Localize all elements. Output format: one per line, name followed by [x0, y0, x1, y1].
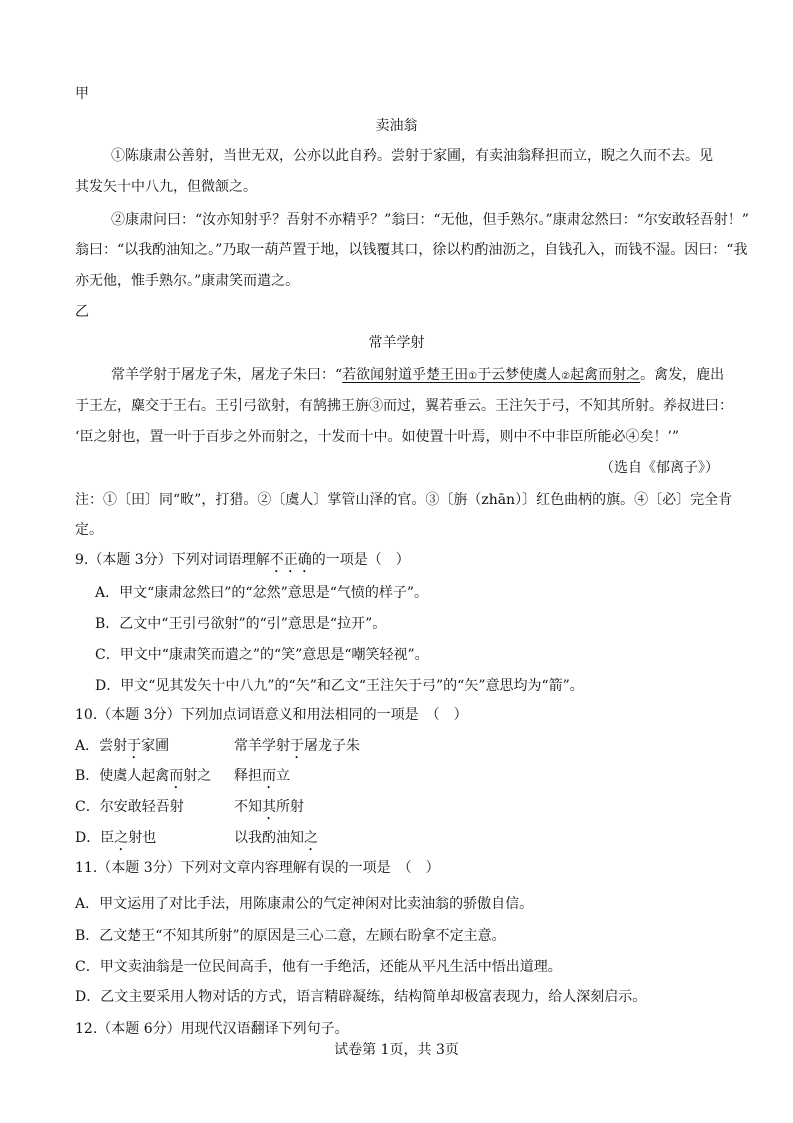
q9-stem-pre: 9.（本题 3分）下列对词语理解	[75, 552, 270, 568]
passage-a-title: 卖油翁	[375, 118, 418, 134]
passage-a-p2-line2: 翁曰：“以我酌油知之。”乃取一葫芦置于地，以钱覆其口，徐以杓酌油沥之，自钱孔入，而钱不湿。因曰：“我	[75, 242, 748, 258]
passage-b-line2: 于王左，麋交于王右。王引弓欲射，有鹄拂王旃③而过，翼若垂云。王注矢于弓，不知其所射。养叔进曰：	[75, 398, 733, 414]
question-10-option-b-left	[75, 766, 211, 792]
question-9-stem	[75, 550, 410, 576]
q10-d1-dot: 之	[114, 830, 129, 846]
question-9-option-d: D．甲文“见其发矢十中八九”的“矢”和乙文“王注矢于弓”的“矢”意思均为“箭”。	[95, 678, 584, 694]
q10-a1-pre: A．尝射	[75, 738, 128, 754]
q10-a1-post: 家圃	[141, 738, 170, 754]
q10-d1-pre: D．臣	[75, 830, 115, 846]
q10-d2-pre: 以我酌油知	[234, 830, 304, 846]
notes-line1: 注：①〔田〕同“畋”，打猎。②〔虞人〕掌管山泽的官。③〔旃（zhān）〕红色曲柄的旗。④〔必〕完全肯	[75, 492, 733, 508]
q10-b2-post: 立	[276, 768, 290, 784]
q10-c2-post: 所射	[276, 799, 304, 815]
question-11-option-a: A．甲文运用了对比手法，用陈康肃公的气定神闲对比卖油翁的骄傲自信。	[75, 896, 534, 912]
underlined-phrase-3: 起禽而射之	[570, 367, 641, 383]
question-10-option-c-right	[234, 797, 304, 823]
q10-b1-post: 射之	[183, 768, 212, 784]
q10-d1-post: 射也	[128, 830, 157, 846]
question-9-option-a: A．甲文“康肃忿然曰”的“忿然”意思是“气愤的样子”。	[95, 585, 429, 601]
note-marker-1: ①	[468, 371, 478, 382]
passage-b-source: （选自《郁离子》）	[600, 460, 719, 476]
note-marker-2: ②	[561, 371, 571, 382]
question-12-stem: 12.（本题 6分）用现代汉语翻译下列句子。	[75, 1021, 349, 1037]
question-11-option-b: B．乙文楚王“不知其所射”的原因是三心二意，左顾右盼拿不定主意。	[75, 928, 506, 944]
q10-a2-dot: 于	[290, 738, 304, 754]
q9-stem-emphasis: 不正确	[269, 552, 312, 568]
q9-stem-post: 的一项是（ ）	[311, 552, 410, 568]
question-10-option-a-right	[234, 736, 360, 762]
passage-b-line1-pre: 常羊学射于屠龙子朱，屠龙子朱曰：“	[111, 367, 343, 383]
underlined-phrase-2: 于云梦使虞人	[477, 367, 562, 383]
passage-a-label: 甲	[75, 86, 89, 102]
question-9-option-c: C．甲文中“康肃笑而遣之”的“笑”意思是“嘲笑轻视”。	[95, 647, 429, 663]
question-9-option-b: B．乙文中“王引弓欲射”的“引”意思是“拉开”。	[95, 616, 387, 632]
q10-c2-pre: 不知	[234, 799, 262, 815]
q10-c2-dot: 其	[262, 799, 276, 815]
question-10-option-b-right	[234, 766, 290, 792]
question-10-stem: 10.（本题 3分）下列加点词语意义和用法相同的一项是 （ ）	[75, 707, 468, 723]
q10-d2-dot: 之	[304, 830, 318, 846]
page-footer: 试卷第 1页，共 3页	[334, 1042, 459, 1058]
q10-b1-pre: B．使虞人起禽	[75, 768, 170, 784]
passage-b-title: 常羊学射	[368, 335, 425, 351]
passage-a-p2-line1: ②康肃问曰：“汝亦知射乎？吾射不亦精乎？”翁曰：“无他，但手熟尔。”康肃忿然曰：“尔安敢轻吾射！”	[111, 212, 749, 228]
q10-a1-dot: 于	[127, 738, 142, 754]
q10-b2-pre: 释担	[234, 768, 262, 784]
question-10-option-d-right	[234, 828, 318, 854]
passage-b-line3: ‘臣之射也，置一叶于百步之外而射之，十发而十中。如使置十叶焉，则中不中非臣所能必④矣！’”	[75, 429, 680, 445]
passage-b-line1	[111, 365, 724, 387]
question-11-option-c: C．甲文卖油翁是一位民间高手，他有一手绝活，还能从平凡生活中悟出道理。	[75, 959, 562, 975]
underlined-phrase-1: 若欲闻射道乎楚王田	[342, 367, 469, 383]
question-10-option-a-left	[75, 736, 169, 762]
question-10-option-d-left	[75, 828, 156, 854]
notes-line2: 定。	[75, 522, 103, 538]
q10-b1-dot: 而	[169, 768, 184, 784]
question-11-stem: 11.（本题 3分）下列对文章内容理解有误的一项是 （ ）	[75, 860, 440, 876]
q10-b2-dot: 而	[262, 768, 276, 784]
passage-a-p2-line3: 亦无他，惟手熟尔。”康肃笑而遣之。	[75, 273, 300, 289]
q10-a2-post: 屠龙子朱	[304, 738, 360, 754]
passage-a-p1-line2: 其发矢十中八九，但微颔之。	[75, 179, 257, 195]
q10-c1-pre: C．尔安敢轻吾射	[75, 799, 184, 815]
passage-b-line1-post: 。禽发，鹿出	[640, 367, 725, 383]
question-11-option-d: D．乙文主要采用人物对话的方式，语言精辟凝练，结构简单却极富表现力，给人深刻启示。	[75, 989, 647, 1005]
passage-b-label: 乙	[75, 304, 89, 320]
passage-a-p1-line1: ①陈康肃公善射，当世无双，公亦以此自矜。尝射于家圃，有卖油翁释担而立，睨之久而不去。见	[111, 148, 713, 164]
q10-a2-pre: 常羊学射	[234, 738, 290, 754]
question-10-option-c-left	[75, 797, 184, 817]
